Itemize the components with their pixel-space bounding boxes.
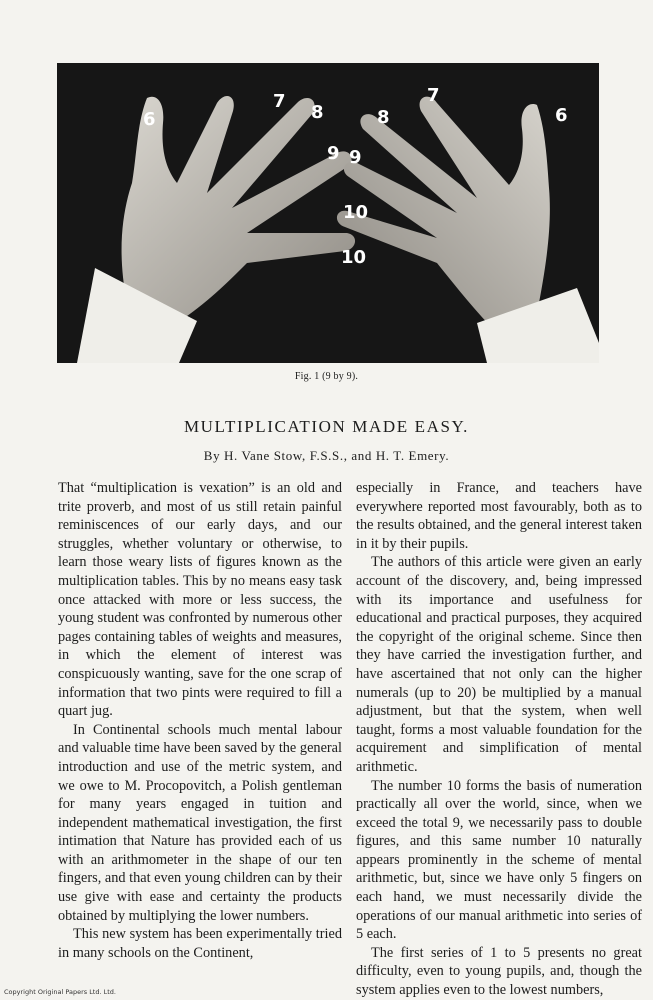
right-finger-number: 10 — [343, 202, 369, 223]
right-finger-number: 7 — [427, 85, 440, 106]
paragraph: In Continental schools much mental labour and valuable time have been saved by the general introduction and use of the metric system, and we owe to M. Procopovitch, a Polish gentleman for many years engaged in tuition and independent mathematical investigation, the first intimation that Nature has provided each of us with an arithmometer in the shape of our ten fingers, and that even young children can by their use give with ease and certainty the products obtained by multiplying the lower numbers. — [58, 721, 342, 924]
article-byline: By H. Vane Stow, F.S.S., and H. T. Emery. — [203, 448, 450, 463]
paragraph: especially in France, and teachers have everywhere reported most favourably, both as to the results obtained, and the general interest taken in it by their pupils. — [356, 480, 642, 552]
left-finger-number: 6 — [143, 109, 156, 130]
left-finger-number: 9 — [327, 143, 340, 164]
right-finger-number: 9 — [349, 147, 362, 168]
paragraph: This new system has been experimentally tried in many schools on the Continent, — [58, 926, 342, 961]
paragraph: The number 10 forms the basis of numeration practically all over the world, since, when we exceed the total 9, we necessarily pass to double figures, and this same number 10 naturally appears prominently in the scheme of mental arithmetic, but, since we have only 5 fingers on each hand, we must necessarily divide the operations of our manual arithmetic into series of 5 each. — [356, 777, 642, 943]
paragraph: That “multiplication is vexation” is an old and trite proverb, and most of us still retain painful reminiscences of our early days, and our struggles, whether voluntary or otherwise, to learn those weary lists of figures known as the multiplication tables. This by no means easy task once attacked with more or less success, the young student was confronted by numerous other pages containing tables of weights and measures, in which the element of interest was conspicuously wanting, save for the one scrap of information that two pints were required to fill a quart jug. — [58, 480, 342, 720]
left-finger-number: 7 — [273, 91, 286, 112]
right-finger-number: 6 — [555, 105, 568, 126]
hands-photograph — [57, 63, 599, 363]
paragraph: The first series of 1 to 5 presents no great difficulty, even to young pupils, and, though the system applies even to the lowest numbers, — [356, 944, 642, 999]
left-finger-number: 8 — [311, 102, 324, 123]
figure-caption: Fig. 1 (9 by 9). — [294, 371, 359, 382]
right-finger-number: 8 — [377, 107, 390, 128]
left-column — [58, 479, 342, 962]
hands-illustration — [57, 63, 599, 363]
paragraph: The authors of this article were given an early account of the discovery, and, being impressed with its importance and usefulness for educational and practical purposes, they acquired the copyright of the original scheme. Since then they have carried the investigation further, and have ascertained that not only can the higher numerals (up to 20) be multiplied by a manual adjustment, but that the system, when well taught, forms a most valuable foundation for the acquirement and simplification of mental arithmetic. — [356, 554, 642, 775]
copyright-footer: Copyright Original Papers Ltd. Ltd. — [4, 988, 116, 996]
right-column — [356, 479, 642, 1000]
article-title: MULTIPLICATION MADE EASY. — [183, 417, 470, 436]
left-finger-number: 10 — [341, 247, 367, 268]
